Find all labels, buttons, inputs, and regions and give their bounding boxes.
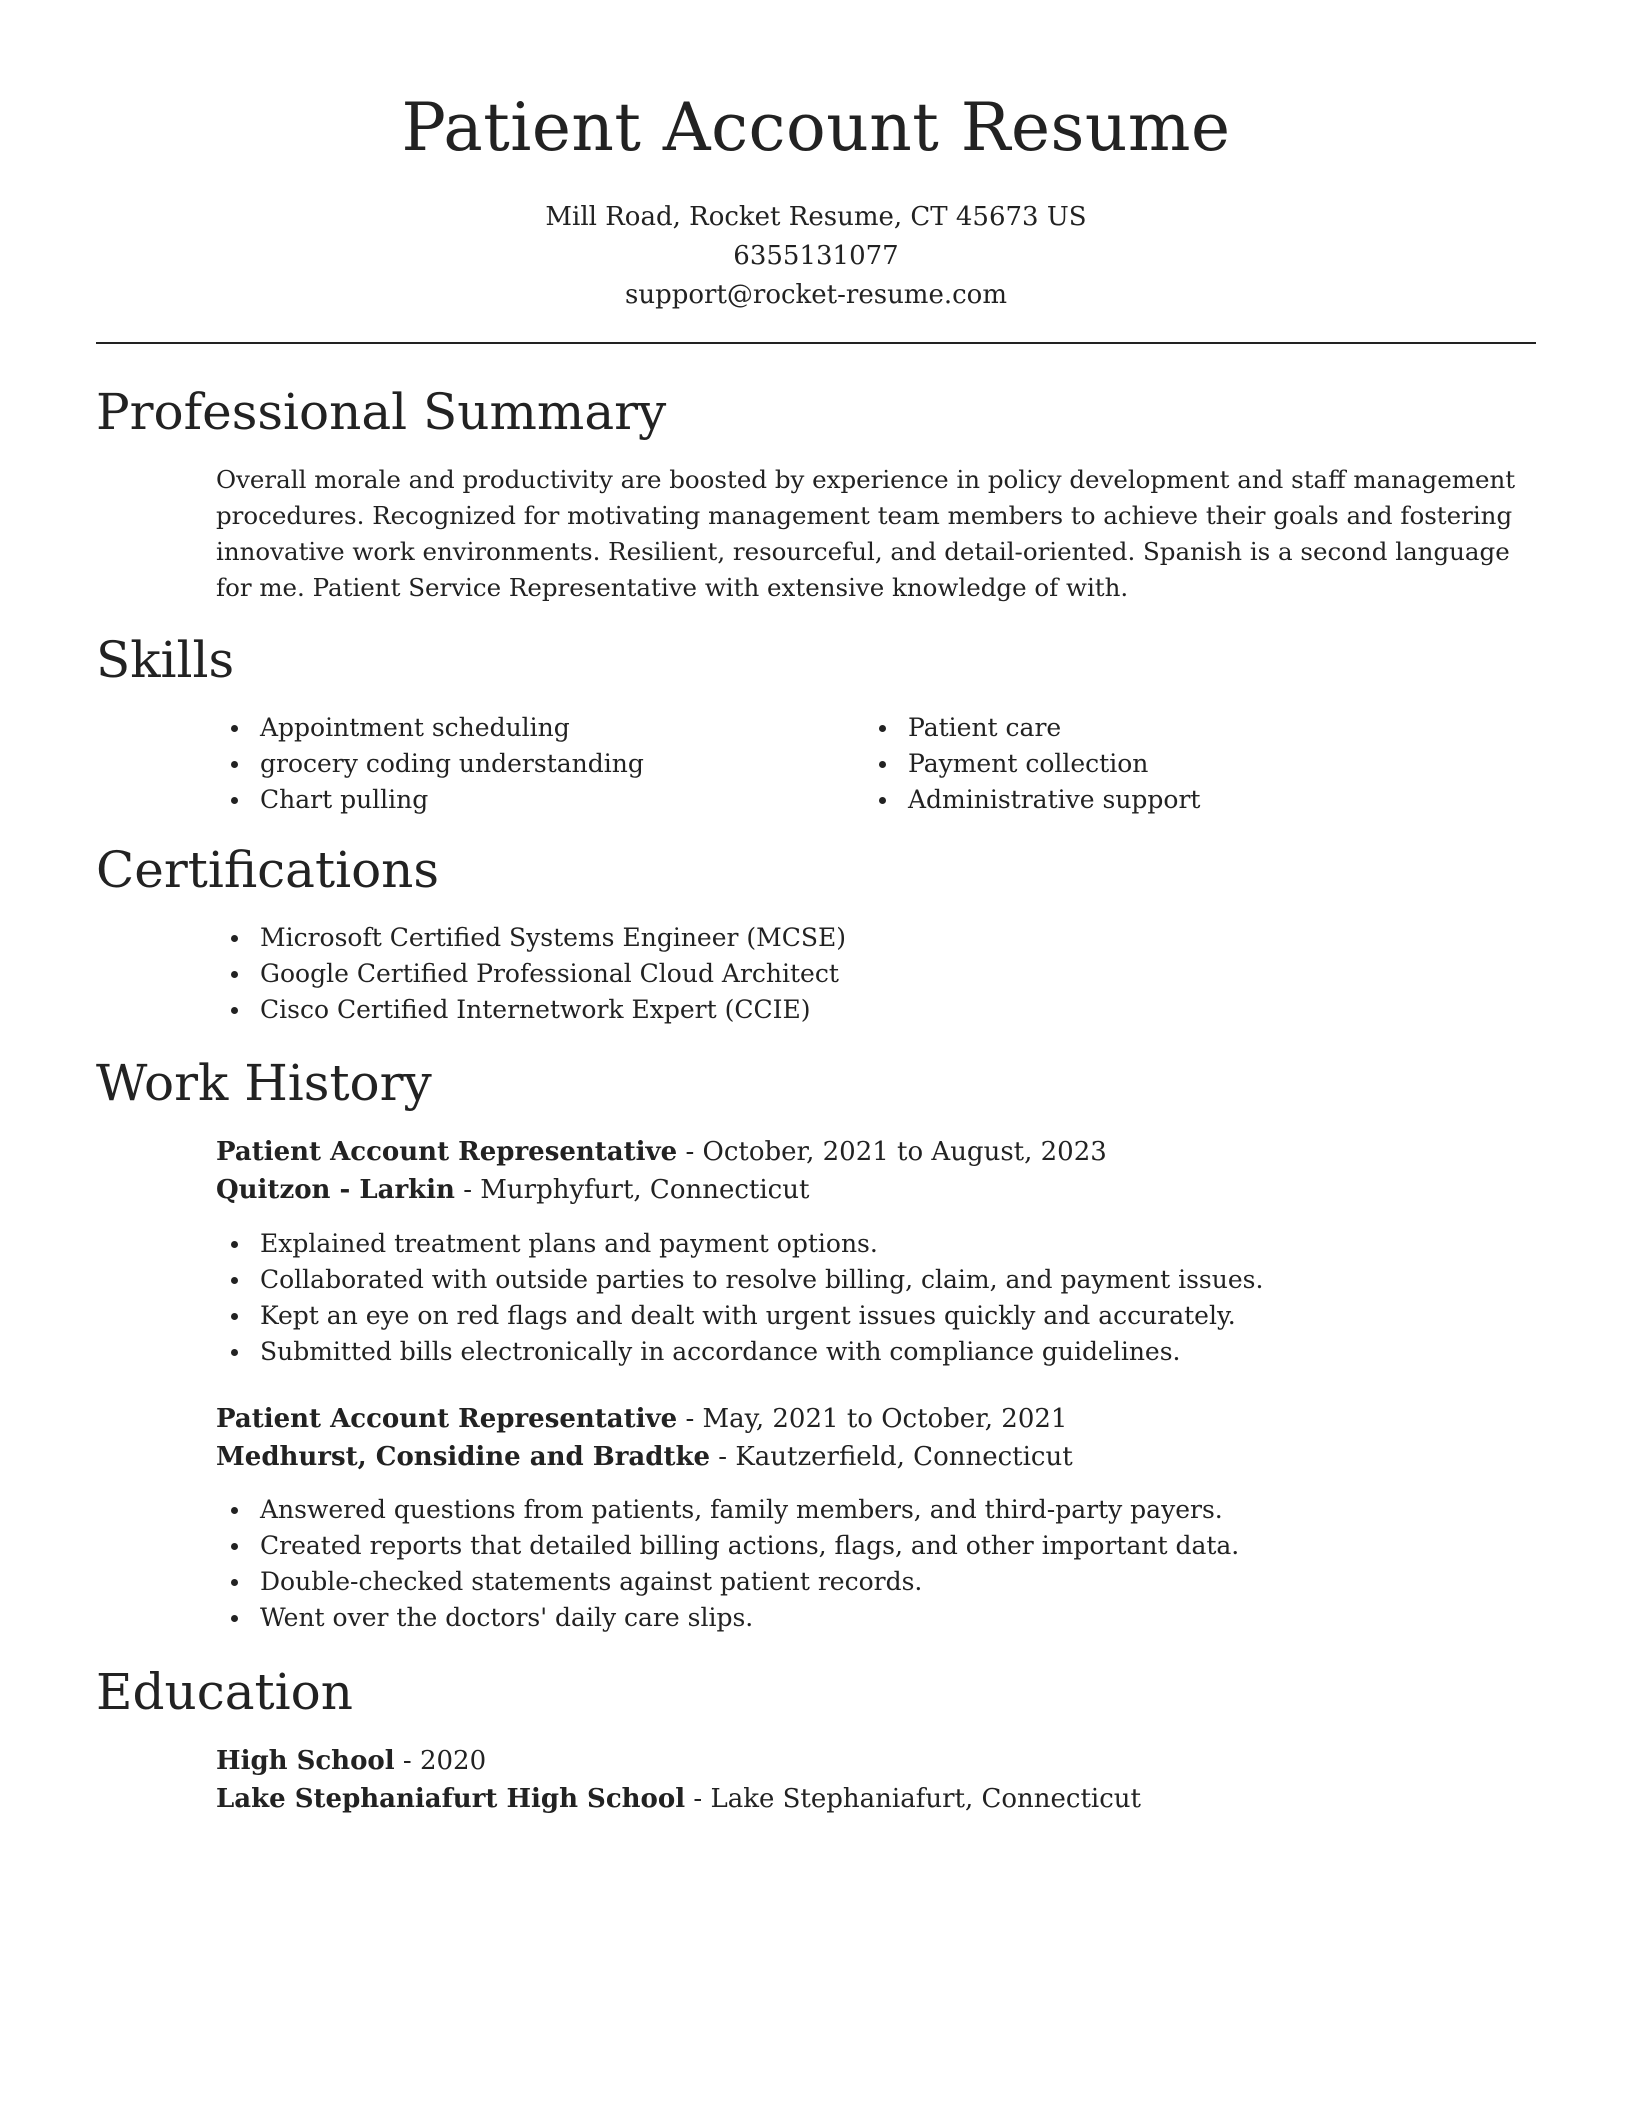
skills-heading: Skills xyxy=(96,631,235,689)
education-degree: High School xyxy=(216,1746,395,1776)
skill-item: grocery coding understanding xyxy=(216,746,644,782)
certification-item: Cisco Certified Internetwork Expert (CCIE) xyxy=(216,992,846,1028)
job-1-location: - Murphyfurt, Connecticut xyxy=(454,1175,810,1205)
address: Mill Road, Rocket Resume, CT 45673 US xyxy=(545,202,1087,232)
job-1-duties xyxy=(216,1226,1263,1370)
job-2-duties xyxy=(216,1492,1239,1636)
work-history-heading: Work History xyxy=(96,1054,432,1112)
education-year: - 2020 xyxy=(394,1746,487,1776)
skills-list-left xyxy=(216,710,644,818)
job-2-role: Patient Account Representative xyxy=(216,1404,678,1434)
certification-item: Google Certified Professional Cloud Architect xyxy=(216,956,846,992)
duty-item: Went over the doctors' daily care slips. xyxy=(216,1600,1239,1636)
education-heading: Education xyxy=(96,1663,353,1721)
education-location: - Lake Stephaniafurt, Connecticut xyxy=(685,1784,1141,1814)
phone: 6355131077 xyxy=(733,241,899,271)
duty-item: Explained treatment plans and payment options. xyxy=(216,1226,1263,1262)
skill-item: Payment collection xyxy=(864,746,1200,782)
duty-item: Double-checked statements against patient records. xyxy=(216,1564,1239,1600)
certifications-heading: Certifications xyxy=(96,841,440,899)
skills-list-right xyxy=(864,710,1200,818)
job-1-dates: - October, 2021 to August, 2023 xyxy=(677,1137,1107,1167)
resume-header xyxy=(0,0,1632,315)
duty-item: Kept an eye on red flags and dealt with urgent issues quickly and accurately. xyxy=(216,1298,1263,1334)
job-1-title-line xyxy=(216,1133,1107,1171)
duty-item: Collaborated with outside parties to resolve billing, claim, and payment issues. xyxy=(216,1262,1263,1298)
job-1-company: Quitzon - Larkin xyxy=(216,1175,455,1205)
duty-item: Answered questions from patients, family members, and third-party payers. xyxy=(216,1492,1239,1528)
job-2-company-line xyxy=(216,1438,1073,1476)
header-divider xyxy=(96,342,1536,344)
duty-item: Created reports that detailed billing actions, flags, and other important data. xyxy=(216,1528,1239,1564)
skill-item: Administrative support xyxy=(864,782,1200,818)
job-2-location: - Kautzerfield, Connecticut xyxy=(710,1442,1073,1472)
job-2-company: Medhurst, Considine and Bradtke xyxy=(216,1442,711,1472)
duty-item: Submitted bills electronically in accordance with compliance guidelines. xyxy=(216,1334,1263,1370)
education-school: Lake Stephaniafurt High School xyxy=(216,1784,686,1814)
job-1-role: Patient Account Representative xyxy=(216,1137,678,1167)
skill-item: Chart pulling xyxy=(216,782,644,818)
education-degree-line xyxy=(216,1742,486,1780)
summary-heading: Professional Summary xyxy=(96,383,667,441)
email: support@rocket-resume.com xyxy=(624,280,1007,310)
contact-block xyxy=(0,198,1632,315)
education-school-line xyxy=(216,1780,1141,1818)
certification-item: Microsoft Certified Systems Engineer (MCSE) xyxy=(216,920,846,956)
skill-item: Patient care xyxy=(864,710,1200,746)
summary-text: Overall morale and productivity are boosted by experience in policy development and staff management procedures. Recognized for motivating management team members to achieve their goals and fostering innovative work environments. Resilient, resourceful, and detail-oriented. Spanish is a second language for me. Patient Service Representative with extensive knowledge of with. xyxy=(216,465,1516,602)
job-1-company-line xyxy=(216,1171,809,1209)
skill-item: Appointment scheduling xyxy=(216,710,644,746)
certifications-list xyxy=(216,920,846,1028)
resume-title: Patient Account Resume xyxy=(401,89,1231,166)
job-2-title-line xyxy=(216,1400,1067,1438)
job-2-dates: - May, 2021 to October, 2021 xyxy=(677,1404,1068,1434)
